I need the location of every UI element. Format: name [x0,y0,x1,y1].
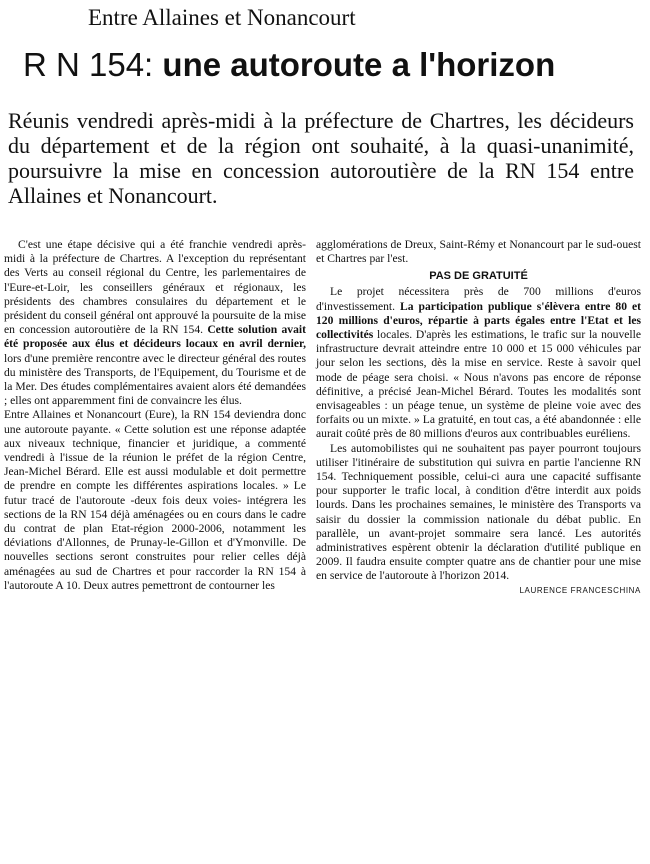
right-paragraph-1-bold: La participation publique s'élèvera entre 80 et 120 millions d'euros, répartie à parts égales entre l'Etat et les collectivités [316,299,641,342]
right-paragraph-0: agglomérations de Dreux, Saint-Rémy et Nonancourt par le sud-ouest et Chartres par l'est. [316,238,641,266]
right-column [316,238,641,596]
left-column [4,238,306,593]
right-paragraph-2: Les automobilistes qui ne souhaitent pas payer pourront toujours utiliser l'itinéraire de substitution qui suivra en partie l'ancienne RN 154. Techniquement possible, celui-ci aura une capacité suffisante pour supporter le trafic local, à condition d'être interdit aux poids lourds. Dans les prochaines semaines, le ministère des Transports va saisir du dossier la commission nationale du débat public. En parallèle, un avant-projet sommaire sera lancé. Les autorités administratives espèrent obtenir la déclaration d'utilité publique en 2009. Il faudra ensuite compter quatre ans de chantier pour une mise en service de l'autoroute à l'horizon 2014. [316,441,641,583]
right-paragraph-1-text-c: locales. D'après les estimations, le trafic sur la nouvelle infrastructure devrait atteindre entre 10 000 et 15 000 véhicules par jour selon les sections, dès la mise en service. Reste à savoir quel mode de péage sera choisi. « Nous n'avons pas encore de réponse définitive, a précisé Jean-Michel Bérard. Toutes les modalités sont envisageables : un péage tenue, un système de pleine voie avec des forfaits ou un mixte. » La gratuité, en tout cas, a été abandonnée : elle aurait coûté près de 80 millions d'euros aux contribuables euréliens. [316,328,641,441]
left-paragraph-1 [4,238,306,408]
right-paragraph-1-text-a: Le projet nécessitera près de 700 millions d'euros d'investissement. [316,285,641,313]
article-headline [23,44,633,86]
author-byline: LAURENCE FRANCESCHINA [519,585,641,595]
left-paragraph-1-text-c: lors d'une première rencontre avec le directeur général des routes du ministère des Transports, de l'Equipement, du Tourisme et de la Mer. Des études complémentaires avaient alors été demandées ; elles ont apparemment fini de convaincre les élus. [4,351,306,408]
headline-lead: R N 154: [23,46,163,83]
left-paragraph-1-bold: Cette solution avait été proposée aux élus et décideurs locaux en avril dernier, [4,323,306,351]
left-paragraph-2: Entre Allaines et Nonancourt (Eure), la RN 154 deviendra donc une autoroute payante. « Cette solution est une réponse adaptée aux niveaux technique, financier et juridique, a commenté vendredi à l'issue de la réunion le préfet de la région Centre, Jean-Michel Bérard. Elle est aussi modulable et doit permettre de prendre en compte les différentes aspirations locales. » Le futur tracé de l'autoroute -deux fois deux voies- intégrera les sections de la RN 154 déjà aménagées ou en cours dans le cadre du contrat de plan Etat-région 2000-2006, notamment les déviations d'Allonnes, de Prunay-le-Gillon et d'Ymonville. De nouvelles sections seront construites pour relier celles déjà aménagées au sud de Chartres et pour raccorder la RN 154 à l'autoroute A 10. Deux autres pemettront de contourner les [4,408,306,592]
lead-paragraph-text: Réunis vendredi après-midi à la préfecture de Chartres, les décideurs du département et de la région ont souhaité, à la quasi-unanimité, poursuivre la mise en concession autoroutière de la RN 154 entre Allaines et Nonancourt. [8,108,634,208]
right-paragraph-1 [316,285,641,441]
section-crosshead: PAS DE GRATUITÉ [429,270,528,283]
left-paragraph-1-text-a: C'est une étape décisive qui a été franchie vendredi après-midi à la préfecture de Chartres. A l'exception du représentant des Verts au conseil régional du Centre, les parlementaires de l'Eure-et-Loir, les conseillers généraux et régionaux, les présidents des chambres consulaires du département et le président du conseil général ont approuvé la poursuite de la mise en concession autoroutière de la RN 154. [4,238,306,337]
headline-main: une autoroute a l'horizon [162,46,556,83]
article-kicker: Entre Allaines et Nonancourt [88,5,356,30]
article-lead-paragraph [8,108,634,208]
